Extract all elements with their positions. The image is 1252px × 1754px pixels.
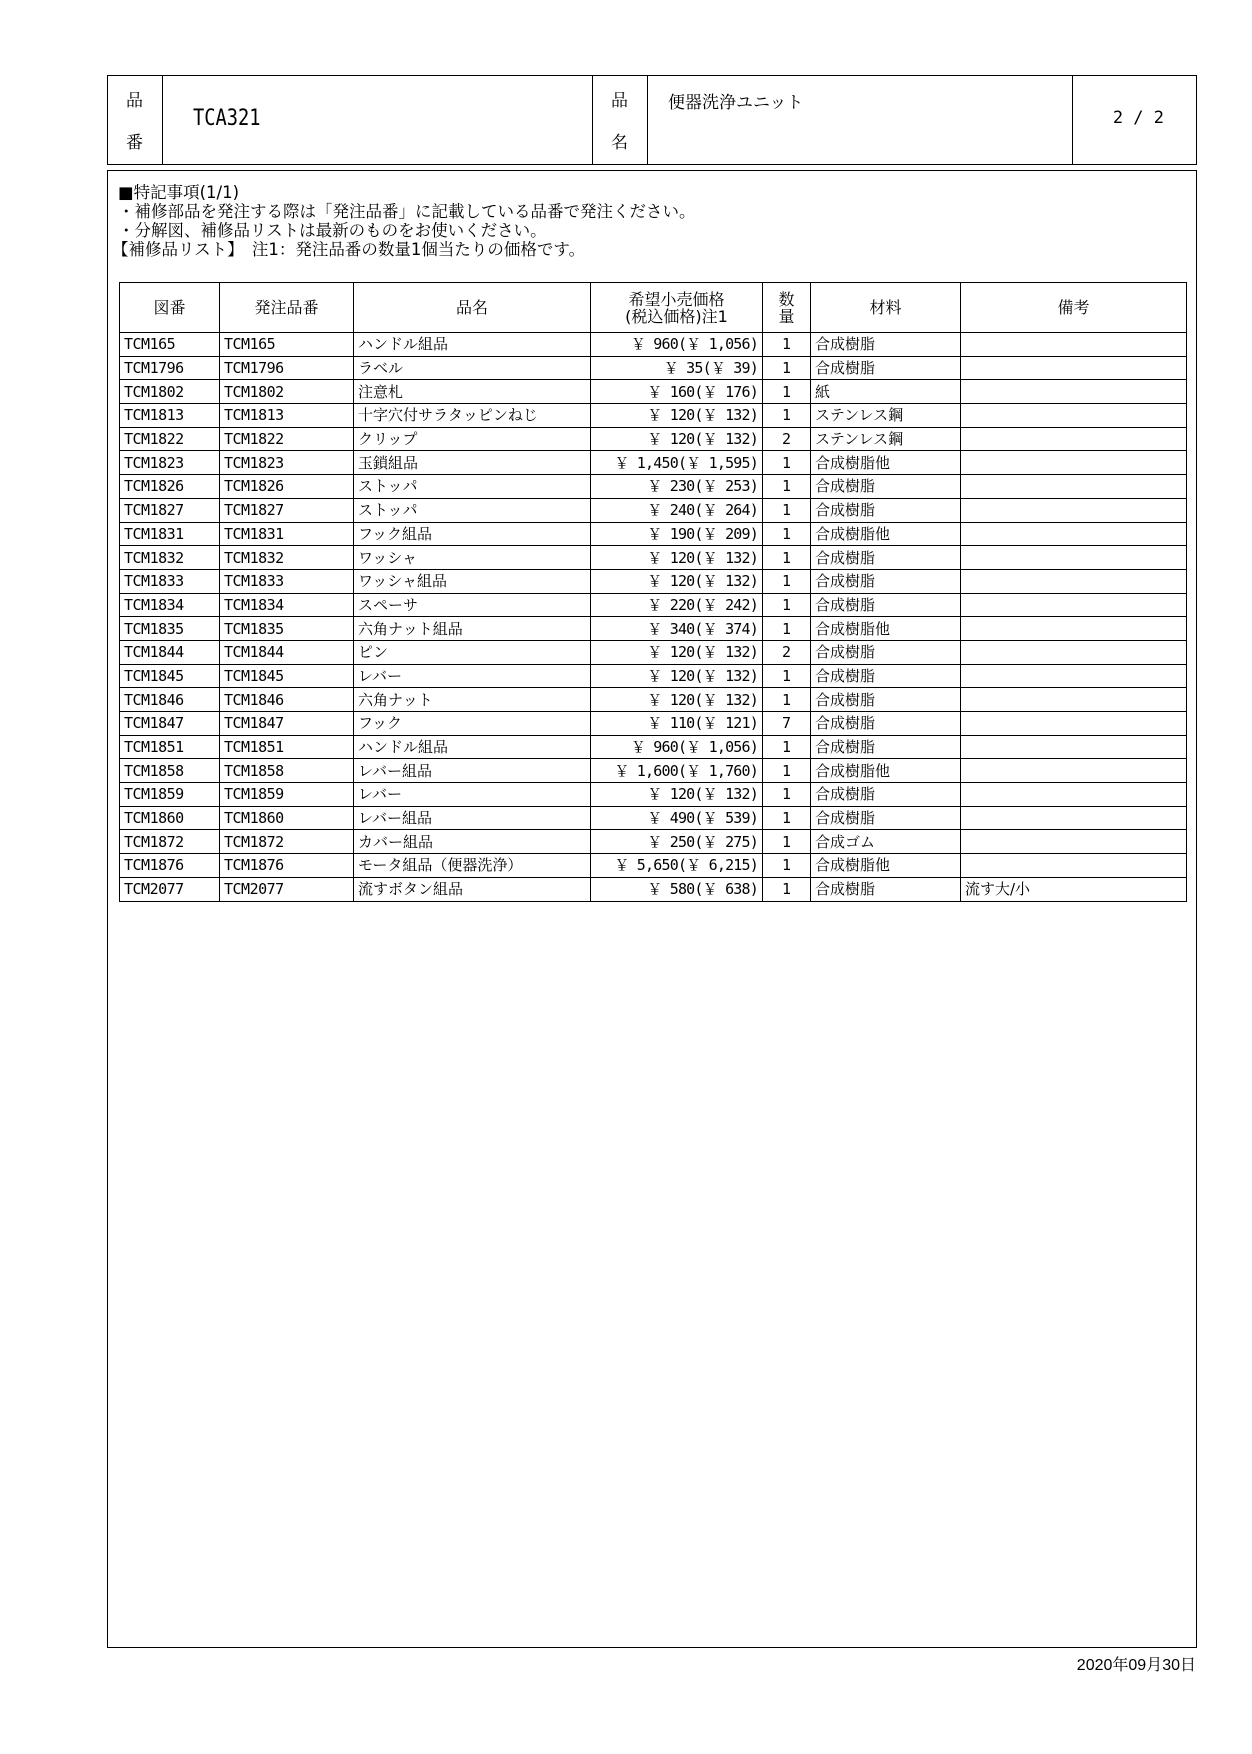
table-row bbox=[120, 877, 1187, 901]
table-row bbox=[120, 333, 1187, 357]
cell-material: 合成樹脂他 bbox=[811, 854, 961, 878]
cell-fig-no: TCM1872 bbox=[120, 830, 220, 854]
cell-name: ハンドル組品 bbox=[354, 333, 591, 357]
cell-material: 合成樹脂他 bbox=[811, 522, 961, 546]
cell-order-no: TCM1834 bbox=[220, 593, 354, 617]
cell-qty: 1 bbox=[763, 783, 811, 807]
cell-order-no: TCM1851 bbox=[220, 735, 354, 759]
col-price bbox=[591, 283, 763, 333]
cell-qty: 1 bbox=[763, 522, 811, 546]
cell-price: ￥ 230(￥ 253) bbox=[591, 475, 763, 499]
cell-remarks bbox=[961, 640, 1187, 664]
document-header bbox=[107, 75, 1197, 165]
cell-name: フック組品 bbox=[354, 522, 591, 546]
product-name-value: 便器洗浄ユニット bbox=[668, 93, 804, 113]
cell-material: 合成樹脂 bbox=[811, 498, 961, 522]
cell-qty: 1 bbox=[763, 569, 811, 593]
cell-remarks bbox=[961, 356, 1187, 380]
page-cell bbox=[1073, 76, 1196, 164]
cell-order-no: TCM1876 bbox=[220, 854, 354, 878]
cell-price: ￥ 110(￥ 121) bbox=[591, 712, 763, 736]
cell-price: ￥ 580(￥ 638) bbox=[591, 877, 763, 901]
cell-remarks bbox=[961, 404, 1187, 428]
cell-order-no: TCM1858 bbox=[220, 759, 354, 783]
cell-remarks bbox=[961, 546, 1187, 570]
cell-material: 合成樹脂 bbox=[811, 877, 961, 901]
col-order-no: 発注品番 bbox=[220, 283, 354, 333]
cell-fig-no: TCM1822 bbox=[120, 427, 220, 451]
cell-material: 合成樹脂 bbox=[811, 356, 961, 380]
cell-order-no: TCM1802 bbox=[220, 380, 354, 404]
cell-remarks bbox=[961, 380, 1187, 404]
cell-material: 合成樹脂 bbox=[811, 475, 961, 499]
cell-price: ￥ 220(￥ 242) bbox=[591, 593, 763, 617]
cell-order-no: TCM1872 bbox=[220, 830, 354, 854]
cell-qty: 2 bbox=[763, 640, 811, 664]
cell-material: 合成樹脂 bbox=[811, 783, 961, 807]
cell-material: 合成樹脂 bbox=[811, 569, 961, 593]
cell-name: 玉鎖組品 bbox=[354, 451, 591, 475]
cell-fig-no: TCM1813 bbox=[120, 404, 220, 428]
cell-fig-no: TCM1847 bbox=[120, 712, 220, 736]
cell-qty: 1 bbox=[763, 498, 811, 522]
cell-fig-no: TCM1796 bbox=[120, 356, 220, 380]
cell-name: 六角ナット bbox=[354, 688, 591, 712]
cell-qty: 1 bbox=[763, 854, 811, 878]
cell-name: スペーサ bbox=[354, 593, 591, 617]
cell-name: クリップ bbox=[354, 427, 591, 451]
cell-fig-no: TCM1823 bbox=[120, 451, 220, 475]
cell-remarks bbox=[961, 333, 1187, 357]
cell-material: 合成樹脂 bbox=[811, 735, 961, 759]
cell-order-no: TCM1827 bbox=[220, 498, 354, 522]
cell-remarks bbox=[961, 688, 1187, 712]
cell-name: レバー bbox=[354, 664, 591, 688]
cell-material: ステンレス鋼 bbox=[811, 404, 961, 428]
cell-price: ￥ 960(￥ 1,056) bbox=[591, 333, 763, 357]
cell-qty: 2 bbox=[763, 427, 811, 451]
cell-material: 合成樹脂 bbox=[811, 333, 961, 357]
cell-fig-no: TCM1851 bbox=[120, 735, 220, 759]
table-row bbox=[120, 427, 1187, 451]
part-number-label-bottom: 番 bbox=[126, 133, 143, 153]
cell-price: ￥ 120(￥ 132) bbox=[591, 783, 763, 807]
table-row bbox=[120, 498, 1187, 522]
product-name-label-top: 品 bbox=[611, 91, 628, 111]
col-name: 品名 bbox=[354, 283, 591, 333]
product-name-cell bbox=[648, 76, 1073, 164]
cell-name: ワッシャ bbox=[354, 546, 591, 570]
special-notes bbox=[112, 183, 696, 259]
cell-remarks bbox=[961, 617, 1187, 641]
cell-name: ピン bbox=[354, 640, 591, 664]
table-row bbox=[120, 569, 1187, 593]
cell-material: 合成ゴム bbox=[811, 830, 961, 854]
cell-fig-no: TCM1835 bbox=[120, 617, 220, 641]
cell-material: 合成樹脂 bbox=[811, 640, 961, 664]
cell-name: 流すボタン組品 bbox=[354, 877, 591, 901]
cell-remarks bbox=[961, 593, 1187, 617]
table-row bbox=[120, 451, 1187, 475]
issue-date: 2020年09月30日 bbox=[1076, 1657, 1196, 1674]
cell-qty: 1 bbox=[763, 356, 811, 380]
product-name-label-bottom: 名 bbox=[611, 133, 628, 153]
cell-material: 合成樹脂 bbox=[811, 664, 961, 688]
col-remarks: 備考 bbox=[961, 283, 1187, 333]
cell-name: 六角ナット組品 bbox=[354, 617, 591, 641]
cell-qty: 1 bbox=[763, 806, 811, 830]
cell-order-no: TCM1860 bbox=[220, 806, 354, 830]
cell-qty: 1 bbox=[763, 333, 811, 357]
table-row bbox=[120, 830, 1187, 854]
cell-material: 合成樹脂他 bbox=[811, 617, 961, 641]
table-row bbox=[120, 759, 1187, 783]
cell-remarks bbox=[961, 735, 1187, 759]
table-row bbox=[120, 617, 1187, 641]
cell-qty: 1 bbox=[763, 735, 811, 759]
cell-fig-no: TCM1860 bbox=[120, 806, 220, 830]
cell-qty: 1 bbox=[763, 546, 811, 570]
cell-price: ￥ 240(￥ 264) bbox=[591, 498, 763, 522]
cell-fig-no: TCM1827 bbox=[120, 498, 220, 522]
cell-order-no: TCM1813 bbox=[220, 404, 354, 428]
cell-material: 合成樹脂 bbox=[811, 806, 961, 830]
cell-fig-no: TCM1844 bbox=[120, 640, 220, 664]
cell-name: レバー bbox=[354, 783, 591, 807]
parts-table-body bbox=[120, 333, 1187, 902]
cell-qty: 1 bbox=[763, 404, 811, 428]
cell-remarks bbox=[961, 854, 1187, 878]
col-price-line-2: (税込価格)注1 bbox=[625, 306, 728, 326]
cell-fig-no: TCM1858 bbox=[120, 759, 220, 783]
cell-qty: 1 bbox=[763, 617, 811, 641]
cell-remarks bbox=[961, 451, 1187, 475]
cell-price: ￥ 120(￥ 132) bbox=[591, 569, 763, 593]
notes-line-2: ・分解図、補修品リストは最新のものをお使いください。 bbox=[118, 221, 547, 240]
table-row bbox=[120, 783, 1187, 807]
cell-remarks bbox=[961, 522, 1187, 546]
cell-fig-no: TCM1833 bbox=[120, 569, 220, 593]
cell-remarks bbox=[961, 664, 1187, 688]
table-row bbox=[120, 380, 1187, 404]
col-qty-line-1: 数 bbox=[778, 289, 795, 309]
cell-order-no: TCM165 bbox=[220, 333, 354, 357]
table-row bbox=[120, 546, 1187, 570]
cell-qty: 7 bbox=[763, 712, 811, 736]
cell-fig-no: TCM2077 bbox=[120, 877, 220, 901]
cell-material: 合成樹脂 bbox=[811, 688, 961, 712]
part-number-label-top: 品 bbox=[126, 91, 143, 111]
cell-qty: 1 bbox=[763, 475, 811, 499]
cell-material: 合成樹脂 bbox=[811, 546, 961, 570]
cell-fig-no: TCM1834 bbox=[120, 593, 220, 617]
cell-fig-no: TCM1802 bbox=[120, 380, 220, 404]
cell-order-no: TCM2077 bbox=[220, 877, 354, 901]
table-row bbox=[120, 712, 1187, 736]
table-row bbox=[120, 593, 1187, 617]
cell-name: フック bbox=[354, 712, 591, 736]
cell-price: ￥ 35(￥ 39) bbox=[591, 356, 763, 380]
cell-material: 合成樹脂 bbox=[811, 593, 961, 617]
cell-name: ストッパ bbox=[354, 475, 591, 499]
cell-remarks: 流す大/小 bbox=[961, 877, 1187, 901]
cell-price: ￥ 340(￥ 374) bbox=[591, 617, 763, 641]
cell-name: 十字穴付サラタッピンねじ bbox=[354, 404, 591, 428]
cell-fig-no: TCM1845 bbox=[120, 664, 220, 688]
cell-fig-no: TCM1832 bbox=[120, 546, 220, 570]
col-qty bbox=[763, 283, 811, 333]
table-row bbox=[120, 806, 1187, 830]
cell-order-no: TCM1826 bbox=[220, 475, 354, 499]
cell-price: ￥ 5,650(￥ 6,215) bbox=[591, 854, 763, 878]
table-row bbox=[120, 522, 1187, 546]
cell-price: ￥ 120(￥ 132) bbox=[591, 404, 763, 428]
cell-price: ￥ 120(￥ 132) bbox=[591, 640, 763, 664]
cell-material: 合成樹脂 bbox=[811, 712, 961, 736]
cell-order-no: TCM1846 bbox=[220, 688, 354, 712]
cell-order-no: TCM1796 bbox=[220, 356, 354, 380]
cell-price: ￥ 160(￥ 176) bbox=[591, 380, 763, 404]
cell-qty: 1 bbox=[763, 593, 811, 617]
cell-price: ￥ 1,450(￥ 1,595) bbox=[591, 451, 763, 475]
cell-price: ￥ 190(￥ 209) bbox=[591, 522, 763, 546]
table-header-row bbox=[120, 283, 1187, 333]
cell-name: ワッシャ組品 bbox=[354, 569, 591, 593]
cell-name: ハンドル組品 bbox=[354, 735, 591, 759]
cell-material: 合成樹脂他 bbox=[811, 451, 961, 475]
cell-name: ストッパ bbox=[354, 498, 591, 522]
col-material: 材料 bbox=[811, 283, 961, 333]
table-row bbox=[120, 640, 1187, 664]
cell-remarks bbox=[961, 783, 1187, 807]
notes-line-1: ・補修部品を発注する際は「発注品番」に記載している品番で発注ください。 bbox=[118, 202, 696, 221]
cell-fig-no: TCM165 bbox=[120, 333, 220, 357]
cell-qty: 1 bbox=[763, 688, 811, 712]
cell-fig-no: TCM1859 bbox=[120, 783, 220, 807]
cell-name: レバー組品 bbox=[354, 759, 591, 783]
cell-qty: 1 bbox=[763, 877, 811, 901]
col-qty-line-2: 量 bbox=[778, 306, 795, 326]
part-number-label-cell bbox=[108, 76, 163, 164]
table-row bbox=[120, 664, 1187, 688]
cell-material: 紙 bbox=[811, 380, 961, 404]
cell-fig-no: TCM1826 bbox=[120, 475, 220, 499]
cell-qty: 1 bbox=[763, 830, 811, 854]
cell-remarks bbox=[961, 712, 1187, 736]
col-fig-no: 図番 bbox=[120, 283, 220, 333]
cell-order-no: TCM1844 bbox=[220, 640, 354, 664]
cell-name: ラベル bbox=[354, 356, 591, 380]
parts-table bbox=[119, 282, 1187, 902]
cell-order-no: TCM1832 bbox=[220, 546, 354, 570]
cell-name: カバー組品 bbox=[354, 830, 591, 854]
cell-remarks bbox=[961, 830, 1187, 854]
cell-order-no: TCM1833 bbox=[220, 569, 354, 593]
table-row bbox=[120, 854, 1187, 878]
cell-remarks bbox=[961, 569, 1187, 593]
cell-qty: 1 bbox=[763, 451, 811, 475]
cell-remarks bbox=[961, 759, 1187, 783]
part-number-value: TCA321 bbox=[193, 106, 261, 131]
cell-price: ￥ 120(￥ 132) bbox=[591, 688, 763, 712]
cell-fig-no: TCM1831 bbox=[120, 522, 220, 546]
cell-name: モータ組品（便器洗浄） bbox=[354, 854, 591, 878]
cell-fig-no: TCM1876 bbox=[120, 854, 220, 878]
part-number-cell bbox=[163, 76, 593, 164]
cell-price: ￥ 1,600(￥ 1,760) bbox=[591, 759, 763, 783]
cell-material: ステンレス鋼 bbox=[811, 427, 961, 451]
cell-price: ￥ 490(￥ 539) bbox=[591, 806, 763, 830]
table-row bbox=[120, 404, 1187, 428]
cell-order-no: TCM1847 bbox=[220, 712, 354, 736]
cell-order-no: TCM1845 bbox=[220, 664, 354, 688]
page-number: 2 / 2 bbox=[1112, 108, 1164, 128]
table-row bbox=[120, 735, 1187, 759]
cell-name: レバー組品 bbox=[354, 806, 591, 830]
cell-order-no: TCM1823 bbox=[220, 451, 354, 475]
notes-title: ■特記事項(1/1) bbox=[118, 183, 240, 202]
cell-remarks bbox=[961, 427, 1187, 451]
cell-remarks bbox=[961, 806, 1187, 830]
parts-list-heading: 【補修品リスト】 注1：発注品番の数量1個当たりの価格です。 bbox=[112, 240, 586, 259]
cell-order-no: TCM1831 bbox=[220, 522, 354, 546]
cell-price: ￥ 120(￥ 132) bbox=[591, 546, 763, 570]
cell-material: 合成樹脂他 bbox=[811, 759, 961, 783]
cell-qty: 1 bbox=[763, 759, 811, 783]
cell-price: ￥ 250(￥ 275) bbox=[591, 830, 763, 854]
table-row bbox=[120, 475, 1187, 499]
cell-fig-no: TCM1846 bbox=[120, 688, 220, 712]
col-price-line-1: 希望小売価格 bbox=[628, 289, 725, 309]
cell-price: ￥ 120(￥ 132) bbox=[591, 427, 763, 451]
cell-price: ￥ 120(￥ 132) bbox=[591, 664, 763, 688]
cell-remarks bbox=[961, 475, 1187, 499]
cell-qty: 1 bbox=[763, 664, 811, 688]
table-row bbox=[120, 688, 1187, 712]
cell-price: ￥ 960(￥ 1,056) bbox=[591, 735, 763, 759]
cell-order-no: TCM1835 bbox=[220, 617, 354, 641]
cell-name: 注意札 bbox=[354, 380, 591, 404]
cell-order-no: TCM1859 bbox=[220, 783, 354, 807]
product-name-label-cell bbox=[593, 76, 648, 164]
table-row bbox=[120, 356, 1187, 380]
document-body bbox=[107, 170, 1197, 1648]
cell-remarks bbox=[961, 498, 1187, 522]
cell-order-no: TCM1822 bbox=[220, 427, 354, 451]
cell-qty: 1 bbox=[763, 380, 811, 404]
